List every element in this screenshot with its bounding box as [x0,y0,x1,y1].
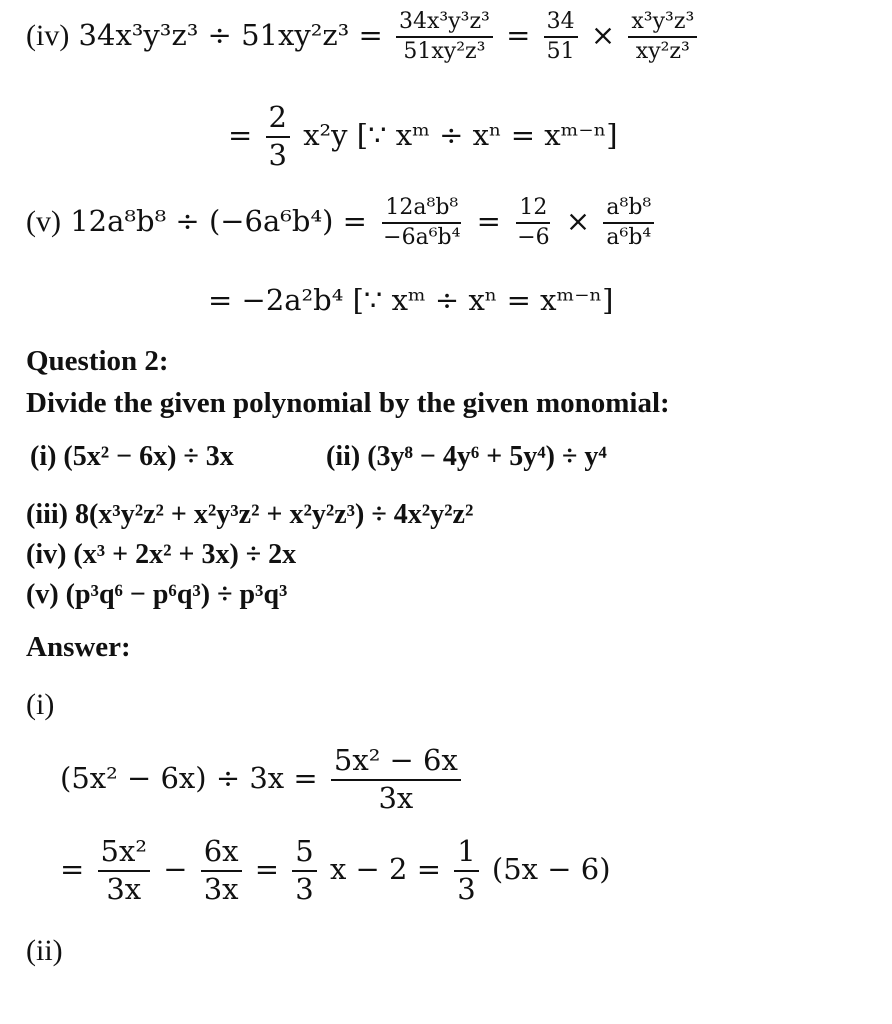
iv-lhs: 34x³y³z³ ÷ 51xy²z³ = [78,18,383,53]
question-prompt: Divide the given polynomial by the given monomial: [26,387,670,419]
v-line-1 [26,196,658,250]
iv-times: × [590,18,616,53]
question-item-i: (i) (5x² − 6x) ÷ 3x [30,441,234,472]
answer-line2-fraction-4 [454,836,478,906]
v-frac1-den: −6a⁶b⁴ [383,225,461,251]
answer-line2-f4-den: 3 [457,871,476,906]
question-item-iv: (iv) (x³ + 2x² + 3x) ÷ 2x [26,539,297,570]
v-fraction-1 [380,196,463,250]
v-line-2 [208,285,613,317]
v-fraction-2 [514,196,552,250]
v-line2: = −2a²b⁴ [∵ xᵐ ÷ xⁿ = xᵐ⁻ⁿ] [208,283,614,317]
answer-title: Answer: [26,631,131,663]
answer-line1-lhs: (5x² − 6x) ÷ 3x = [60,760,318,795]
iv-fraction-1 [396,10,493,64]
answer-line-1 [60,745,465,815]
answer-line2-f4-num: 1 [454,836,478,872]
iv-fraction-3 [628,10,697,64]
iv-frac3-num: x³y³z³ [628,10,697,38]
answer-line1-num: 5x² − 6x [331,745,461,781]
v-frac1-num: 12a⁸b⁸ [382,196,461,224]
answer-line2-eq2: = [254,851,280,886]
iv-frac1-den: 51xy²z³ [403,39,486,65]
answer-line2-fraction-2 [201,836,242,906]
answer-line2-fraction-1 [98,836,150,906]
answer-line2-f3-num: 5 [292,836,316,872]
answer-line2-fraction-3 [292,836,316,906]
question-item-ii: (ii) (3y⁸ − 4y⁶ + 5y⁴) ÷ y⁴ [326,441,607,472]
answer-line2-f2-num: 6x [201,836,242,872]
answer-line1-den: 3x [378,780,414,815]
iv-frac1-num: 34x³y³z³ [396,10,493,38]
iv-frac2-den: 51 [546,39,575,65]
answer-line-2 [60,836,611,906]
iv-line2-fraction [266,102,290,172]
answer-line2-f3-den: 3 [295,871,314,906]
iv-line2-num: 2 [266,102,290,138]
v-label: (v) [26,205,61,239]
v-eq: = [476,204,501,239]
iv-frac2-num: 34 [544,10,578,38]
answer-line2-end: (5x − 6) [491,851,611,886]
v-frac2-num: 12 [516,196,550,224]
answer-line2-eq: = [60,851,85,886]
iv-fraction-2 [544,10,578,64]
answer-line2-f1-den: 3x [106,871,142,906]
iv-line2-rest: x²y [∵ xᵐ ÷ xⁿ = xᵐ⁻ⁿ] [303,117,618,152]
iv-line-1 [26,10,701,64]
answer-line1-fraction [331,745,461,815]
iv-line2-den: 3 [268,137,287,172]
answer-line2-mid: x − 2 = [329,851,442,886]
v-frac2-den: −6 [517,225,550,251]
answer-part-i-label: (i) [26,688,55,721]
answer-line2-minus: − [163,851,188,886]
question-item-v: (v) (p³q⁶ − p⁶q³) ÷ p³q³ [26,579,288,610]
v-frac3-num: a⁸b⁸ [603,196,654,224]
iv-label: (iv) [26,19,70,53]
iv-line2-eq: = [228,117,253,152]
iv-eq: = [506,18,531,53]
iv-frac3-den: xy²z³ [635,39,690,65]
answer-line2-f2-den: 3x [203,871,239,906]
question-item-iii: (iii) 8(x³y²z² + x²y³z² + x²y²z³) ÷ 4x²y²z² [26,499,474,530]
iv-line-2 [228,102,618,172]
question-title: Question 2: [26,345,169,377]
answer-part-ii-label: (ii) [26,934,63,967]
v-fraction-3 [603,196,654,250]
v-lhs: 12a⁸b⁸ ÷ (−6a⁶b⁴) = [70,204,367,239]
v-frac3-den: a⁶b⁴ [606,225,652,251]
answer-line2-f1-num: 5x² [98,836,150,872]
v-times: × [565,204,591,239]
